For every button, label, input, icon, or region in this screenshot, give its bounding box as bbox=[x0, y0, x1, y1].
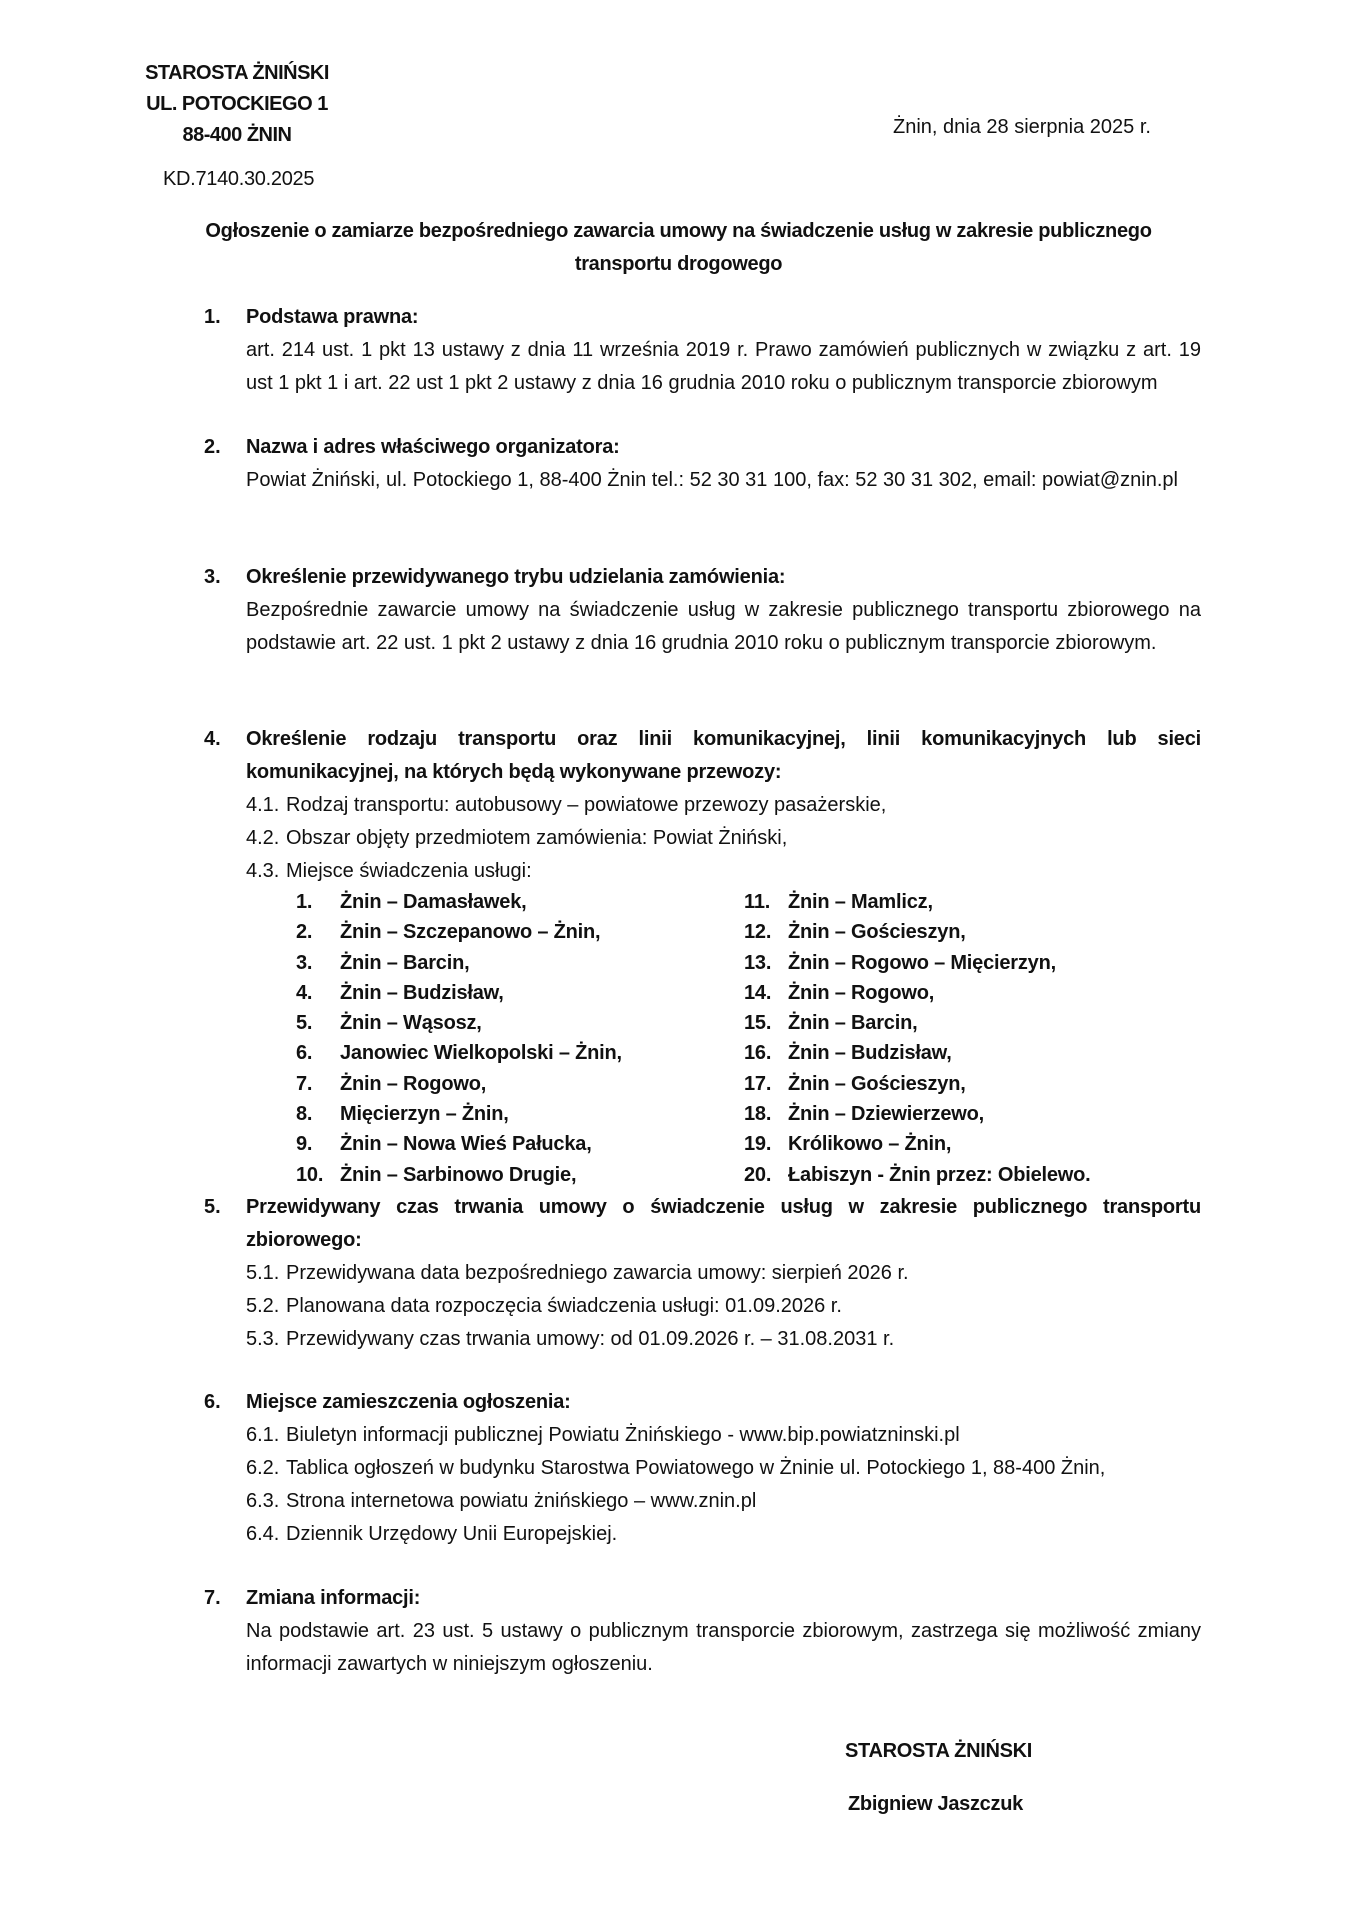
sender-block bbox=[142, 58, 332, 151]
subsection-text: Przewidywana data bezpośredniego zawarcia umowy: sierpień 2026 r. bbox=[286, 1262, 909, 1284]
section-info-change bbox=[204, 1582, 1201, 1681]
section-heading: Nazwa i adres właściwego organizatora: bbox=[246, 436, 620, 458]
subsection-number: 4.2. bbox=[246, 827, 280, 849]
route-item bbox=[296, 887, 622, 917]
route-item bbox=[744, 948, 1091, 978]
section-heading: Zmiana informacji: bbox=[246, 1587, 421, 1609]
route-number: 20. bbox=[744, 1163, 772, 1186]
subsection-number: 5.2. bbox=[246, 1295, 280, 1317]
subsection-item bbox=[246, 1485, 1201, 1518]
route-name: Żnin – Gościeszyn, bbox=[788, 921, 966, 944]
route-name: Janowiec Wielkopolski – Żnin, bbox=[340, 1042, 622, 1065]
section-number: 3. bbox=[204, 566, 221, 588]
route-number: 6. bbox=[296, 1042, 313, 1065]
section-heading: Podstawa prawna: bbox=[246, 306, 419, 328]
subsection-number: 6.4. bbox=[246, 1523, 280, 1545]
section-heading: Określenie rodzaju transportu oraz linii komunikacyjnej, linii komunikacyjnych lub sieci komunikacyjnej, na których będą wykonywane przewozy: bbox=[246, 728, 1201, 783]
announcement-title bbox=[160, 215, 1197, 281]
route-name: Żnin – Sarbinowo Drugie, bbox=[340, 1163, 577, 1186]
route-number: 8. bbox=[296, 1103, 313, 1126]
route-item bbox=[296, 948, 622, 978]
subsection-item bbox=[246, 1419, 1201, 1452]
section-procedure bbox=[204, 561, 1201, 660]
section-heading: Przewidywany czas trwania umowy o świadczenie usług w zakresie publicznego transportu zbiorowego: bbox=[246, 1196, 1201, 1251]
route-item bbox=[296, 1160, 622, 1190]
title-line: Ogłoszenie o zamiarze bezpośredniego zawarcia umowy na świadczenie usług w zakresie publicznego bbox=[205, 220, 1152, 242]
subsection-number: 6.1. bbox=[246, 1424, 280, 1446]
route-item bbox=[296, 1099, 622, 1129]
route-number: 4. bbox=[296, 981, 313, 1004]
section-body: Na podstawie art. 23 ust. 5 ustawy o publicznym transporcie zbiorowym, zastrzega się możliwość zmiany informacji zawartych w niniejszym ogłoszeniu. bbox=[246, 1620, 1201, 1675]
route-number: 13. bbox=[744, 951, 772, 974]
route-name: Żnin – Wąsosz, bbox=[340, 1012, 482, 1035]
route-number: 9. bbox=[296, 1133, 313, 1156]
section-body: art. 214 ust. 1 pkt 13 ustawy z dnia 11 września 2019 r. Prawo zamówień publicznych w związku z art. 19 ust 1 pkt 1 i art. 22 ust 1 pkt 2 ustawy z dnia 16 grudnia 2010 roku o publicznym transporcie zbiorowym bbox=[246, 339, 1201, 394]
route-name: Żnin – Rogowo, bbox=[788, 981, 935, 1004]
section-number: 7. bbox=[204, 1587, 221, 1609]
subsection-item bbox=[246, 1323, 1201, 1356]
route-number: 3. bbox=[296, 951, 313, 974]
section-contract-duration bbox=[204, 1191, 1201, 1356]
route-name: Żnin – Mamlicz, bbox=[788, 891, 933, 913]
section-number: 6. bbox=[204, 1391, 221, 1413]
route-number: 17. bbox=[744, 1072, 772, 1095]
route-item bbox=[296, 1069, 622, 1099]
route-name: Żnin – Gościeszyn, bbox=[788, 1072, 966, 1095]
route-item bbox=[744, 1129, 1091, 1159]
subsection-number: 5.3. bbox=[246, 1328, 280, 1350]
sender-line: STAROSTA ŻNIŃSKI bbox=[145, 62, 329, 84]
subsection-item bbox=[246, 1290, 1201, 1323]
route-name: Żnin – Damasławek, bbox=[340, 891, 527, 913]
route-item bbox=[744, 1099, 1091, 1129]
subsection-number: 6.3. bbox=[246, 1490, 280, 1512]
route-number: 15. bbox=[744, 1012, 772, 1035]
sender-line: 88-400 ŻNIN bbox=[182, 124, 292, 146]
route-name: Żnin – Szczepanowo – Żnin, bbox=[340, 921, 601, 944]
route-item bbox=[744, 1008, 1091, 1038]
subsection-item bbox=[246, 1452, 1201, 1485]
subsection-number: 4.3. bbox=[246, 860, 280, 882]
subsection-text: Rodzaj transportu: autobusowy – powiatowe przewozy pasażerskie, bbox=[286, 794, 887, 816]
section-number: 5. bbox=[204, 1196, 221, 1218]
section-heading: Miejsce zamieszczenia ogłoszenia: bbox=[246, 1391, 571, 1413]
subsection-item bbox=[246, 855, 1201, 888]
route-number: 10. bbox=[296, 1163, 324, 1186]
route-number: 18. bbox=[744, 1103, 772, 1126]
route-name: Żnin – Rogowo – Mięcierzyn, bbox=[788, 951, 1056, 974]
route-item bbox=[296, 1008, 622, 1038]
route-name: Żnin – Rogowo, bbox=[340, 1072, 487, 1095]
subsection-text: Przewidywany czas trwania umowy: od 01.09.2026 r. – 31.08.2031 r. bbox=[286, 1328, 895, 1350]
reference-number: KD.7140.30.2025 bbox=[163, 168, 315, 190]
subsection-item bbox=[246, 1257, 1201, 1290]
subsection-item bbox=[246, 1518, 1201, 1551]
subsection-text: Strona internetowa powiatu żnińskiego – www.znin.pl bbox=[286, 1490, 757, 1512]
section-body: Powiat Żniński, ul. Potockiego 1, 88-400 Żnin tel.: 52 30 31 100, fax: 52 30 31 302, email: powiat@znin.pl bbox=[246, 469, 1178, 491]
section-number: 1. bbox=[204, 306, 221, 328]
route-name: Królikowo – Żnin, bbox=[788, 1133, 952, 1156]
place-date: Żnin, dnia 28 sierpnia 2025 r. bbox=[893, 116, 1151, 138]
section-organizer bbox=[204, 431, 1201, 497]
route-item bbox=[744, 978, 1091, 1008]
route-item bbox=[744, 1038, 1091, 1068]
route-item bbox=[296, 917, 622, 947]
subsection-text: Tablica ogłoszeń w budynku Starostwa Powiatowego w Żninie ul. Potockiego 1, 88-400 Żnin, bbox=[286, 1457, 1106, 1479]
route-item bbox=[744, 1069, 1091, 1099]
route-name: Łabiszyn - Żnin przez: Obielewo. bbox=[788, 1163, 1091, 1186]
sender-line: UL. POTOCKIEGO 1 bbox=[146, 93, 328, 115]
subsection-item bbox=[246, 789, 1201, 822]
route-column-right bbox=[744, 887, 1091, 1190]
subsection-text: Dziennik Urzędowy Unii Europejskiej. bbox=[286, 1523, 618, 1545]
subsection-text: Obszar objęty przedmiotem zamówienia: Powiat Żniński, bbox=[286, 827, 788, 849]
route-item bbox=[296, 1038, 622, 1068]
section-number: 2. bbox=[204, 436, 221, 458]
section-heading: Określenie przewidywanego trybu udzielania zamówienia: bbox=[246, 566, 786, 588]
route-number: 1. bbox=[296, 891, 313, 913]
route-name: Żnin – Dziewierzewo, bbox=[788, 1103, 985, 1126]
route-name: Żnin – Budzisław, bbox=[788, 1042, 952, 1065]
route-number: 2. bbox=[296, 921, 313, 944]
subsection-text: Biuletyn informacji publicznej Powiatu Żnińskiego - www.bip.powiatzninski.pl bbox=[286, 1424, 960, 1446]
title-line: transportu drogowego bbox=[574, 253, 783, 275]
route-item bbox=[296, 978, 622, 1008]
route-number: 7. bbox=[296, 1072, 313, 1095]
route-item bbox=[744, 1160, 1091, 1190]
subsection-number: 4.1. bbox=[246, 794, 280, 816]
route-name: Żnin – Nowa Wieś Pałucka, bbox=[340, 1133, 592, 1156]
route-column-left bbox=[296, 887, 622, 1190]
section-number: 4. bbox=[204, 728, 221, 750]
subsection-text: Planowana data rozpoczęcia świadczenia usługi: 01.09.2026 r. bbox=[286, 1295, 842, 1317]
route-number: 12. bbox=[744, 921, 772, 944]
route-item bbox=[744, 917, 1091, 947]
route-name: Żnin – Barcin, bbox=[340, 951, 470, 974]
route-name: Żnin – Barcin, bbox=[788, 1012, 918, 1035]
signature-title: STAROSTA ŻNIŃSKI bbox=[845, 1740, 1033, 1762]
route-item bbox=[296, 1129, 622, 1159]
route-item bbox=[744, 887, 1091, 917]
route-number: 16. bbox=[744, 1042, 772, 1065]
subsection-number: 6.2. bbox=[246, 1457, 280, 1479]
route-name: Żnin – Budzisław, bbox=[340, 981, 504, 1004]
subsection-number: 5.1. bbox=[246, 1262, 280, 1284]
route-number: 14. bbox=[744, 981, 772, 1004]
route-name: Mięcierzyn – Żnin, bbox=[340, 1103, 509, 1126]
subsection-text: Miejsce świadczenia usługi: bbox=[286, 860, 532, 882]
section-transport-lines bbox=[204, 723, 1201, 888]
route-number: 5. bbox=[296, 1012, 313, 1035]
signature-name: Zbigniew Jaszczuk bbox=[848, 1793, 1023, 1815]
section-publication-places bbox=[204, 1386, 1201, 1551]
route-number: 11. bbox=[744, 891, 771, 913]
subsection-item bbox=[246, 822, 1201, 855]
route-number: 19. bbox=[744, 1133, 772, 1156]
section-legal-basis bbox=[204, 301, 1201, 400]
section-body: Bezpośrednie zawarcie umowy na świadczenie usług w zakresie publicznego transportu zbiorowego na podstawie art. 22 ust. 1 pkt 2 ustawy z dnia 16 grudnia 2010 roku o publicznym transporcie zbiorowym. bbox=[246, 599, 1201, 654]
